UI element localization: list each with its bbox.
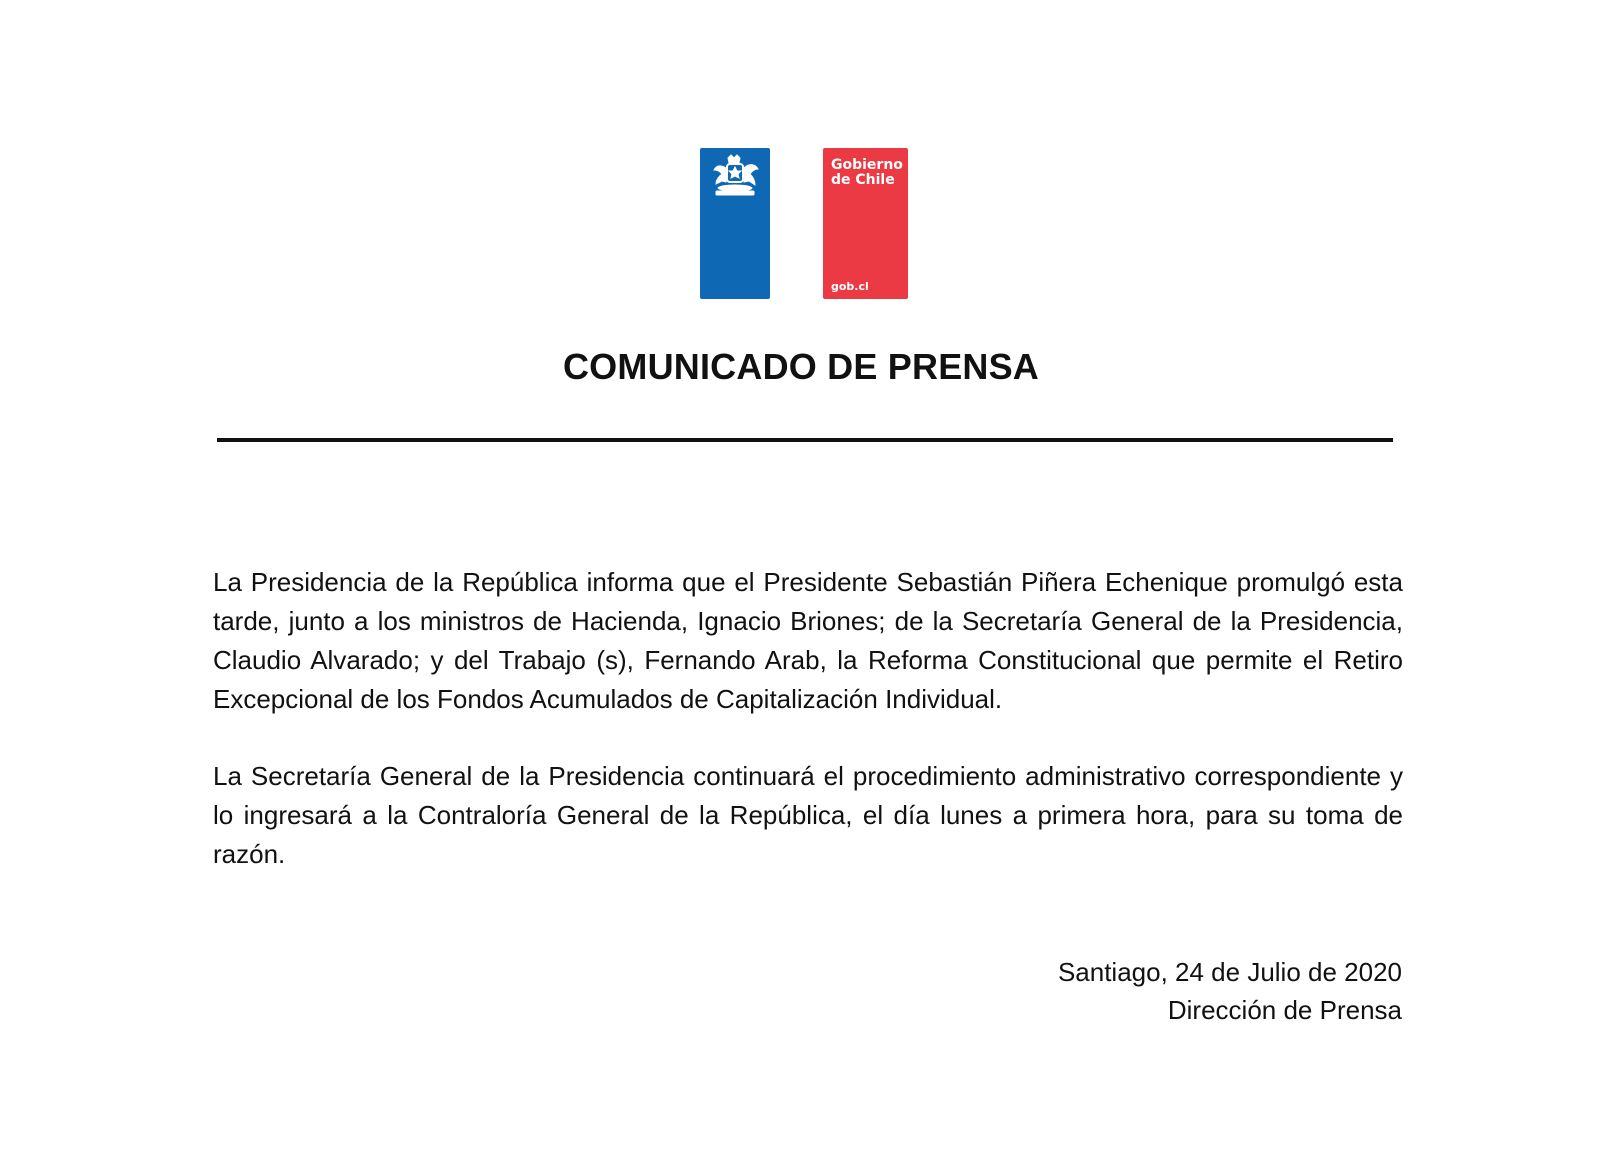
logo-url: gob.cl [831,280,869,293]
coat-of-arms-icon [706,154,764,198]
logo-blue-panel [700,148,770,299]
gobierno-de-chile-logo [700,148,910,300]
title-divider [217,438,1393,442]
logo-wordmark: Gobierno de Chile [831,157,903,188]
signoff-block [1058,953,1402,1029]
paragraph-2: La Secretaría General de la Presidencia continuará el procedimiento administrativo correspondiente y lo ingresará a la Contraloría General de la República, el día lunes a primera hora, para su toma de razón. [213,761,1403,869]
paragraph-1: La Presidencia de la República informa que el Presidente Sebastián Piñera Echenique promulgó esta tarde, junto a los ministros de Hacienda, Ignacio Briones; de la Secretaría General de la Presidencia, Claudio Alvarado; y del Trabajo (s), Fernando Arab, la Reforma Constitucional que permite el Retiro Excepcional de los Fondos Acumulados de Capitalización Individual. [213,567,1403,714]
logo-red-panel [823,148,908,299]
document-title: COMUNICADO DE PRENSA [562,346,1040,387]
signature: Dirección de Prensa [1167,995,1402,1025]
place-date: Santiago, 24 de Julio de 2020 [1057,957,1402,987]
